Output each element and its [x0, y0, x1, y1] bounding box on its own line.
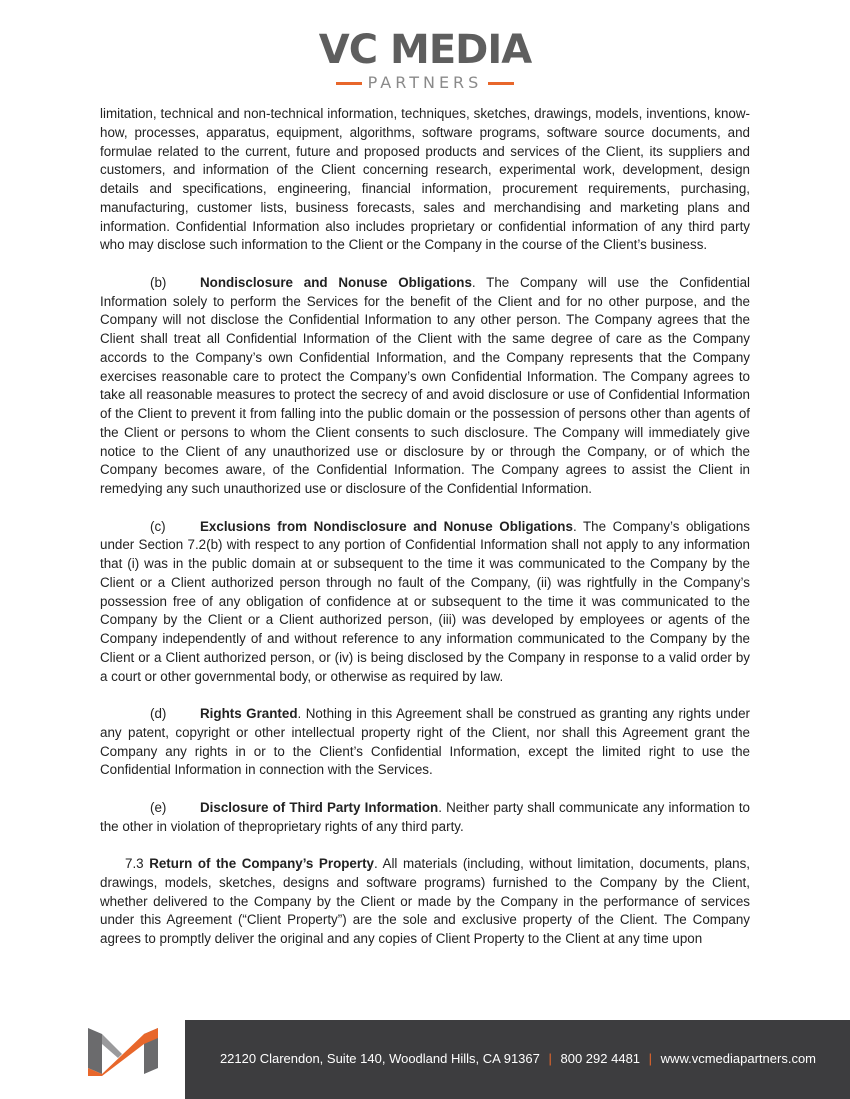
section-b-paragraph	[100, 274, 750, 499]
section-e-heading: Disclosure of Third Party Information	[200, 799, 439, 815]
footer-separator: |	[548, 1051, 552, 1066]
section-c-label: (c)	[150, 518, 166, 534]
logo-dash-left	[336, 82, 362, 85]
footer-separator: |	[648, 1051, 653, 1066]
footer-website[interactable]: www.vcmediapartners.com	[660, 1051, 816, 1066]
document-body	[100, 105, 750, 968]
section-7-3-label: 7.3	[125, 856, 144, 871]
section-7-3-paragraph	[100, 855, 750, 949]
section-7-3-heading: Return of the Company’s Property	[149, 856, 374, 871]
logo-subtitle: PARTNERS	[367, 73, 483, 92]
section-b-heading: Nondisclosure and Nonuse Obligations	[200, 274, 472, 290]
logo-subtitle-row	[0, 74, 850, 92]
footer-bar	[185, 1020, 850, 1099]
section-c-paragraph	[100, 518, 750, 687]
section-d-paragraph	[100, 705, 750, 780]
section-b-text: . The Company will use the Confidential Information solely to perform the Services for the benefit of the Client and for no other purpose, and the Company will not disclose the Confidential Information to any other person. The Company agrees that the Client shall treat all Confidential Information of the Client with the same degree of care as the Company accords to the Company’s own Confidential Information, and the Company represents that the Company exercises reasonable care to protect the Company’s own Confidential Information. The Company agrees to take all reasonable measures to protect the secrecy of and avoid disclosure or use of Confidential Information of the Client to prevent it from falling into the public domain or the possession of persons other than agents of the Client or persons to whom the Client consents to such disclosure. The Company will immediately give notice to the Client of any unauthorized use or disclosure by or through the Company, or of which the Company becomes aware, of the Confidential Information. The Company agrees to assist the Client in remedying any such unauthorized use or disclosure of the Confidential Information.	[100, 274, 750, 496]
letterhead-logo	[0, 28, 850, 92]
footer-contact	[220, 1051, 816, 1066]
footer-address: 22120 Clarendon, Suite 140, Woodland Hills, CA 91367	[219, 1051, 540, 1066]
intro-paragraph: limitation, technical and non-technical information, techniques, sketches, drawings, models, inventions, know-how, processes, apparatus, equipment, algorithms, software programs, software source documents, and formulae related to the current, future and proposed products and services of the Client, its suppliers and customers, and information of the Client concerning research, experimental work, development, design details and specifications, engineering, financial information, procurement requirements, purchasing, manufacturing, customer lists, business forecasts, sales and merchandising and marketing plans and information. Confidential Information also includes proprietary or confidential information of any third party who may disclose such information to the Client or the Company in the course of the Client’s business.	[100, 106, 750, 253]
section-e-label: (e)	[150, 799, 167, 815]
section-b-label: (b)	[150, 274, 167, 290]
section-c-heading: Exclusions from Nondisclosure and Nonuse Obligations	[200, 518, 573, 534]
section-7-3-text: . All materials (including, without limitation, documents, plans, drawings, models, sketches, designs and software programs) furnished to the Company by the Client, whether delivered to the Company by the Client or made by the Company in the performance of services under this Agreement (“Client Property”) are the sole and exclusive property of the Client. The Company agrees to promptly deliver the original and any copies of Client Property to the Client at any time upon	[100, 856, 750, 946]
section-c-text: . The Company’s obligations under Section 7.2(b) with respect to any portion of Confidential Information shall not apply to any information that (i) was in the public domain at or subsequent to the time it was communicated to the Company by the Client or a Client authorized person through no fault of the Company, (ii) was rightfully in the Company’s possession free of any obligation of confidence at or subsequent to the time it was communicated to the Company by the Client or a Client authorized person, (iii) was developed by employees or agents of the Company independently of and without reference to any information communicated to the Company by the Client or a Client authorized person, or (iv) is being disclosed by the Company in response to a valid order by a court or other governmental body, or otherwise as required by law.	[100, 518, 750, 684]
section-e-text: . Neither party shall communicate any information to the other in violation of theproprietary rights of any third party.	[100, 799, 750, 834]
logo-title: VC MEDIA	[318, 27, 532, 73]
vc-media-mark-icon	[88, 1028, 158, 1076]
section-d-label: (d)	[150, 706, 167, 721]
section-e-paragraph	[100, 799, 750, 837]
section-d-heading: Rights Granted	[200, 706, 298, 721]
footer-phone: 800 292 4481	[560, 1051, 641, 1066]
section-d-text: . Nothing in this Agreement shall be construed as granting any rights under any patent, copyright or other intellectual property right of the Client, nor shall this Agreement grant the Company any rights in or to the Client’s Confidential Information, except the limited right to use the Confidential Information in connection with the Services.	[100, 706, 750, 778]
logo-dash-right	[488, 82, 514, 85]
